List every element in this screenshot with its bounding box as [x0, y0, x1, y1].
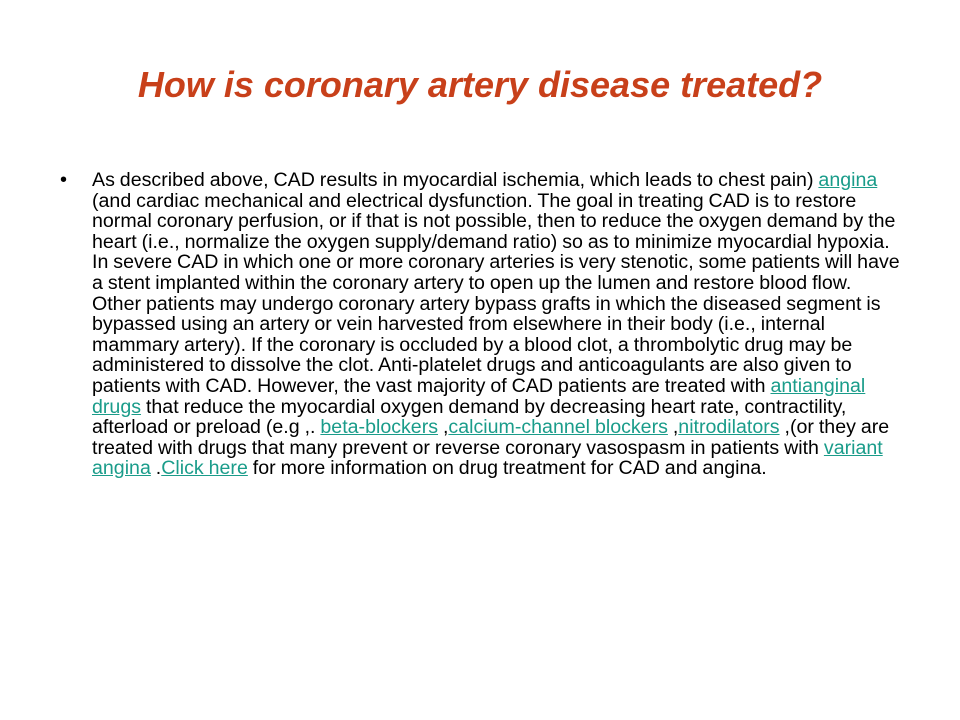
link-nitrodilators[interactable]: nitrodilators [678, 416, 780, 439]
bullet-item [60, 170, 905, 479]
link-calcium-channel-blockers[interactable]: calcium-channel blockers [448, 416, 668, 439]
link-click-here[interactable]: Click here [161, 457, 248, 480]
link-angina[interactable]: angina [818, 169, 878, 191]
link-beta-blockers[interactable]: beta-blockers [320, 416, 439, 439]
slide-content [60, 170, 905, 479]
bullet-icon: • [60, 169, 68, 191]
paragraph-text: As described above, CAD results in myocardial ischemia, which leads to chest pain) [92, 169, 819, 191]
paragraph-text: , [438, 416, 449, 439]
slide-title: How is coronary artery disease treated? [137, 64, 823, 105]
paragraph-text: . [150, 457, 162, 480]
link-antianginal-drugs[interactable]: antianginal drugs [92, 374, 866, 418]
paragraph-text: , [667, 416, 679, 439]
bullet-paragraph [92, 170, 905, 479]
paragraph-text: for more information on drug treatment for CAD and angina. [247, 457, 767, 480]
paragraph-text: ,(or they are treated with drugs that many prevent or reverse coronary vasospasm in patients with [92, 416, 890, 459]
paragraph-text: (and cardiac mechanical and electrical dysfunction. The goal in treating CAD is to restore normal coronary perfusion, or if that is not possible, then to reduce the oxygen demand by the heart (i.e., normalize the oxygen supply/demand ratio) so as to minimize myocardial hypoxia. In severe CAD in which one or more coronary arteries is very stenotic, some patients will have a stent implanted within the coronary artery to open up the lumen and restore blood flow. Other patients may undergo coronary artery bypass grafts in which the diseased segment is bypassed using an artery or vein harvested from elsewhere in their body (i.e., internal mammary artery). If the coronary is occluded by a blood clot, a thrombolytic drug may be administered to dissolve the clot. Anti-platelet drugs and anticoagulants are also given to patients with CAD. However, the vast majority of CAD patients are treated with [92, 189, 900, 397]
link-variant-angina[interactable]: variant angina [92, 436, 883, 480]
paragraph-text: that reduce the myocardial oxygen demand by decreasing heart rate, contractility, afterload or preload (e.g ,. [92, 395, 847, 439]
